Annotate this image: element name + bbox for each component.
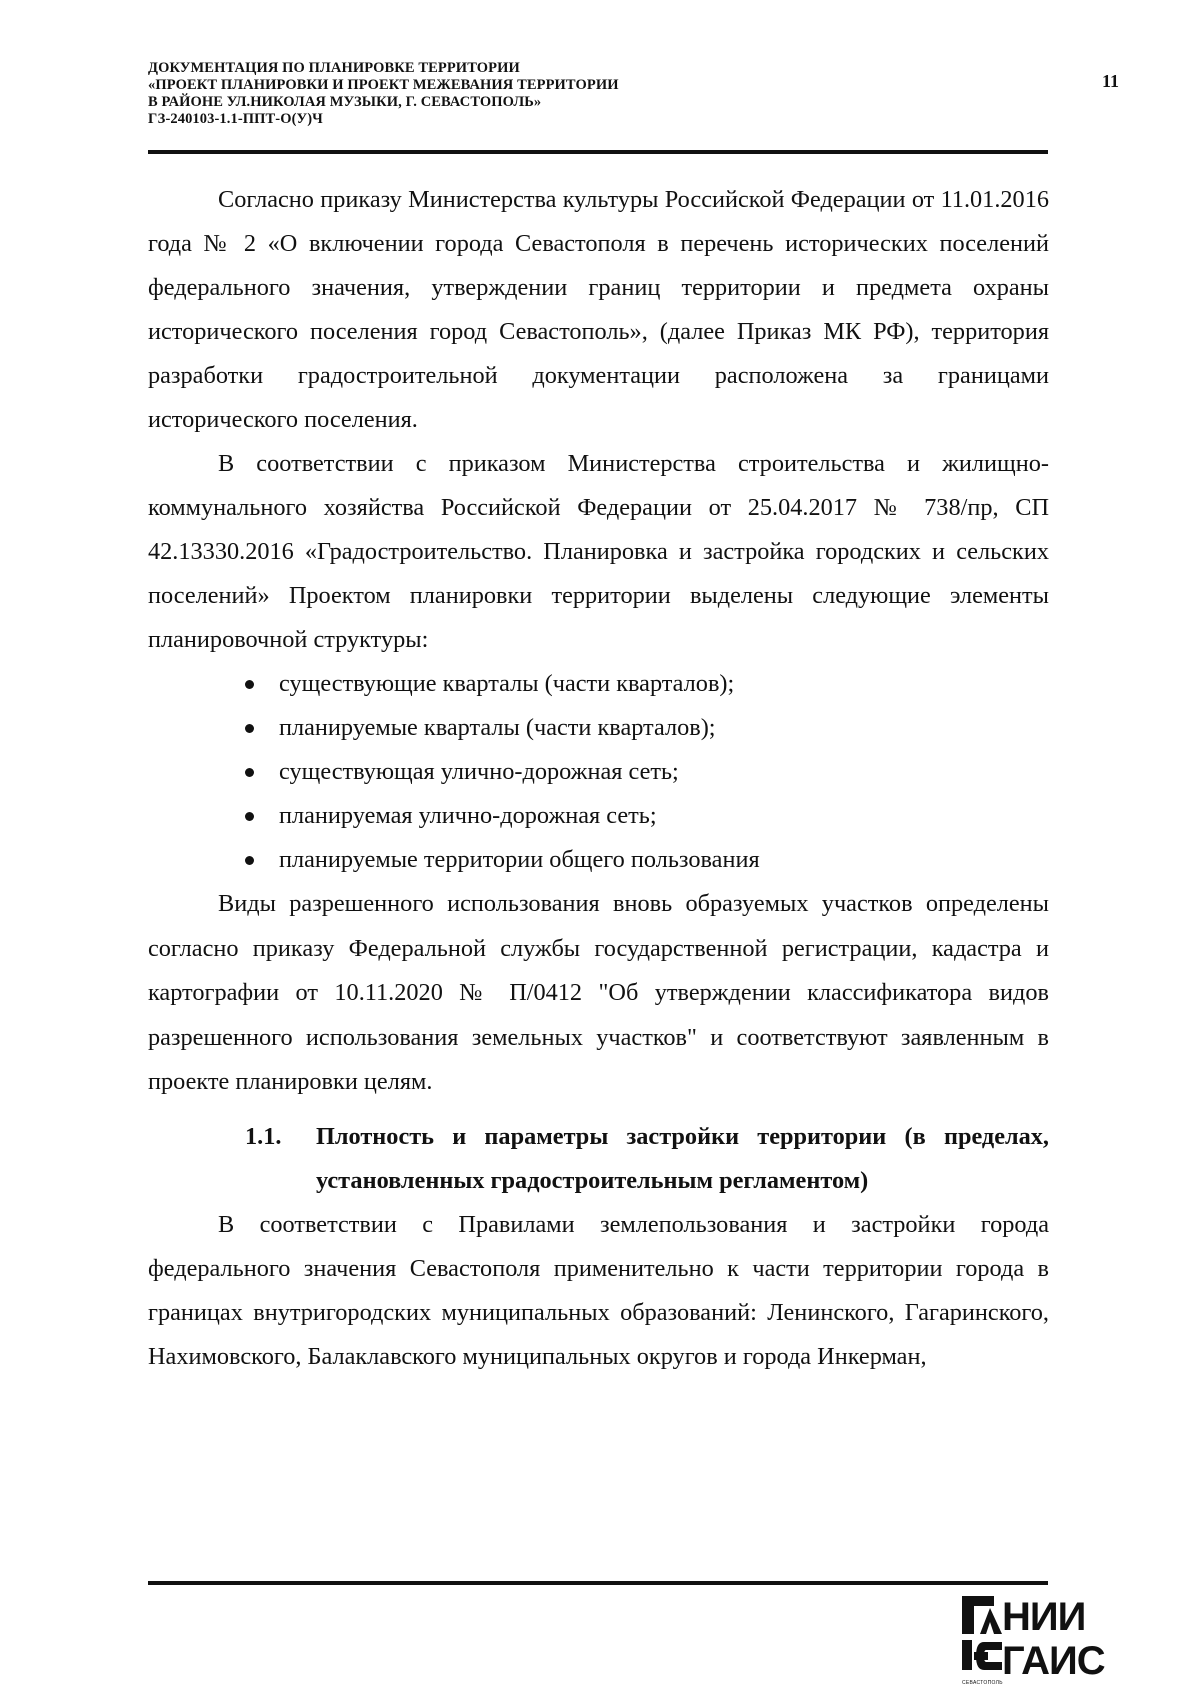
- header-divider: [148, 150, 1048, 154]
- section-title: Плотность и параметры застройки территории (в пределах, установленных градостроительным регламентом): [316, 1122, 1049, 1194]
- bullet-icon: [245, 724, 254, 733]
- page-number: 11: [1102, 71, 1120, 91]
- list-item: [148, 750, 1049, 794]
- document-body: [148, 178, 1049, 1379]
- bullet-icon: [245, 856, 254, 865]
- bullet-icon: [245, 768, 254, 777]
- section-number: 1.1.: [245, 1122, 282, 1150]
- logo-text-nii: НИИ: [1002, 1595, 1086, 1639]
- paragraph-3: Виды разрешенного использования вновь образуемых участков определены согласно приказу Федеральной службы государственной регистрации, кадастра и картографии от 10.11.2020 № П/0412 "Об утверждении классификатора видов разрешенного использования земельных участков" и соответствуют заявленным в проекте планировки целям.: [148, 890, 1049, 1095]
- list-item-text: существующая улично-дорожная сеть;: [279, 758, 679, 785]
- bullet-icon: [245, 812, 254, 821]
- document-code: ГЗ-240103-1.1-ППТ-О(У)Ч: [148, 111, 323, 127]
- header-line-1: ДОКУМЕНТАЦИЯ ПО ПЛАНИРОВКЕ ТЕРРИТОРИИ: [148, 60, 520, 76]
- logo-text-gais: ГАИС: [1002, 1639, 1105, 1683]
- document-header: [148, 60, 1048, 128]
- list-item: [148, 794, 1049, 838]
- paragraph-1: Согласно приказу Министерства культуры Российской Федерации от 11.01.2016 года № 2 «О включении города Севастополя в перечень исторических поселений федерального значения, утверждении границ территории и предмета охраны исторического поселения город Севастополь», (далее Приказ МК РФ), территория разработки градостроительной документации расположена за границами исторического поселения.: [148, 186, 1049, 433]
- list-item: [148, 706, 1049, 750]
- bullet-icon: [245, 680, 254, 689]
- paragraph-2: В соответствии с приказом Министерства строительства и жилищно-коммунального хозяйства Российской Федерации от 25.04.2017 № 738/пр, СП 42.13330.2016 «Градостроительство. Планировка и застройка городских и сельских поселений» Проектом планировки территории выделены следующие элементы планировочной структуры:: [148, 450, 1049, 653]
- planning-elements-list: [148, 662, 1049, 882]
- list-item: [148, 662, 1049, 706]
- list-item-text: существующие кварталы (части кварталов);: [279, 670, 735, 697]
- list-item-text: планируемая улично-дорожная сеть;: [279, 802, 657, 829]
- section-heading: [148, 1115, 1049, 1203]
- logo-caption: СЕВАСТОПОЛЬ: [962, 1680, 1003, 1686]
- list-item-text: планируемые территории общего пользования: [279, 846, 760, 873]
- footer-divider: [148, 1581, 1048, 1585]
- header-line-3: В РАЙОНЕ УЛ.НИКОЛАЯ МУЗЫКИ, Г. СЕВАСТОПОЛЬ»: [148, 94, 542, 110]
- list-item: [148, 838, 1049, 882]
- header-line-2: «ПРОЕКТ ПЛАНИРОВКИ И ПРОЕКТ МЕЖЕВАНИЯ ТЕРРИТОРИИ: [148, 77, 619, 93]
- list-item-text: планируемые кварталы (части кварталов);: [279, 714, 716, 741]
- paragraph-4: В соответствии с Правилами землепользования и застройки города федерального значения Севастополя применительно к части территории города в границах внутригородских муниципальных образований: Ленинского, Гагаринского, Нахимовского, Балаклавского муниципальных округов и города Инкерман,: [148, 1210, 1049, 1370]
